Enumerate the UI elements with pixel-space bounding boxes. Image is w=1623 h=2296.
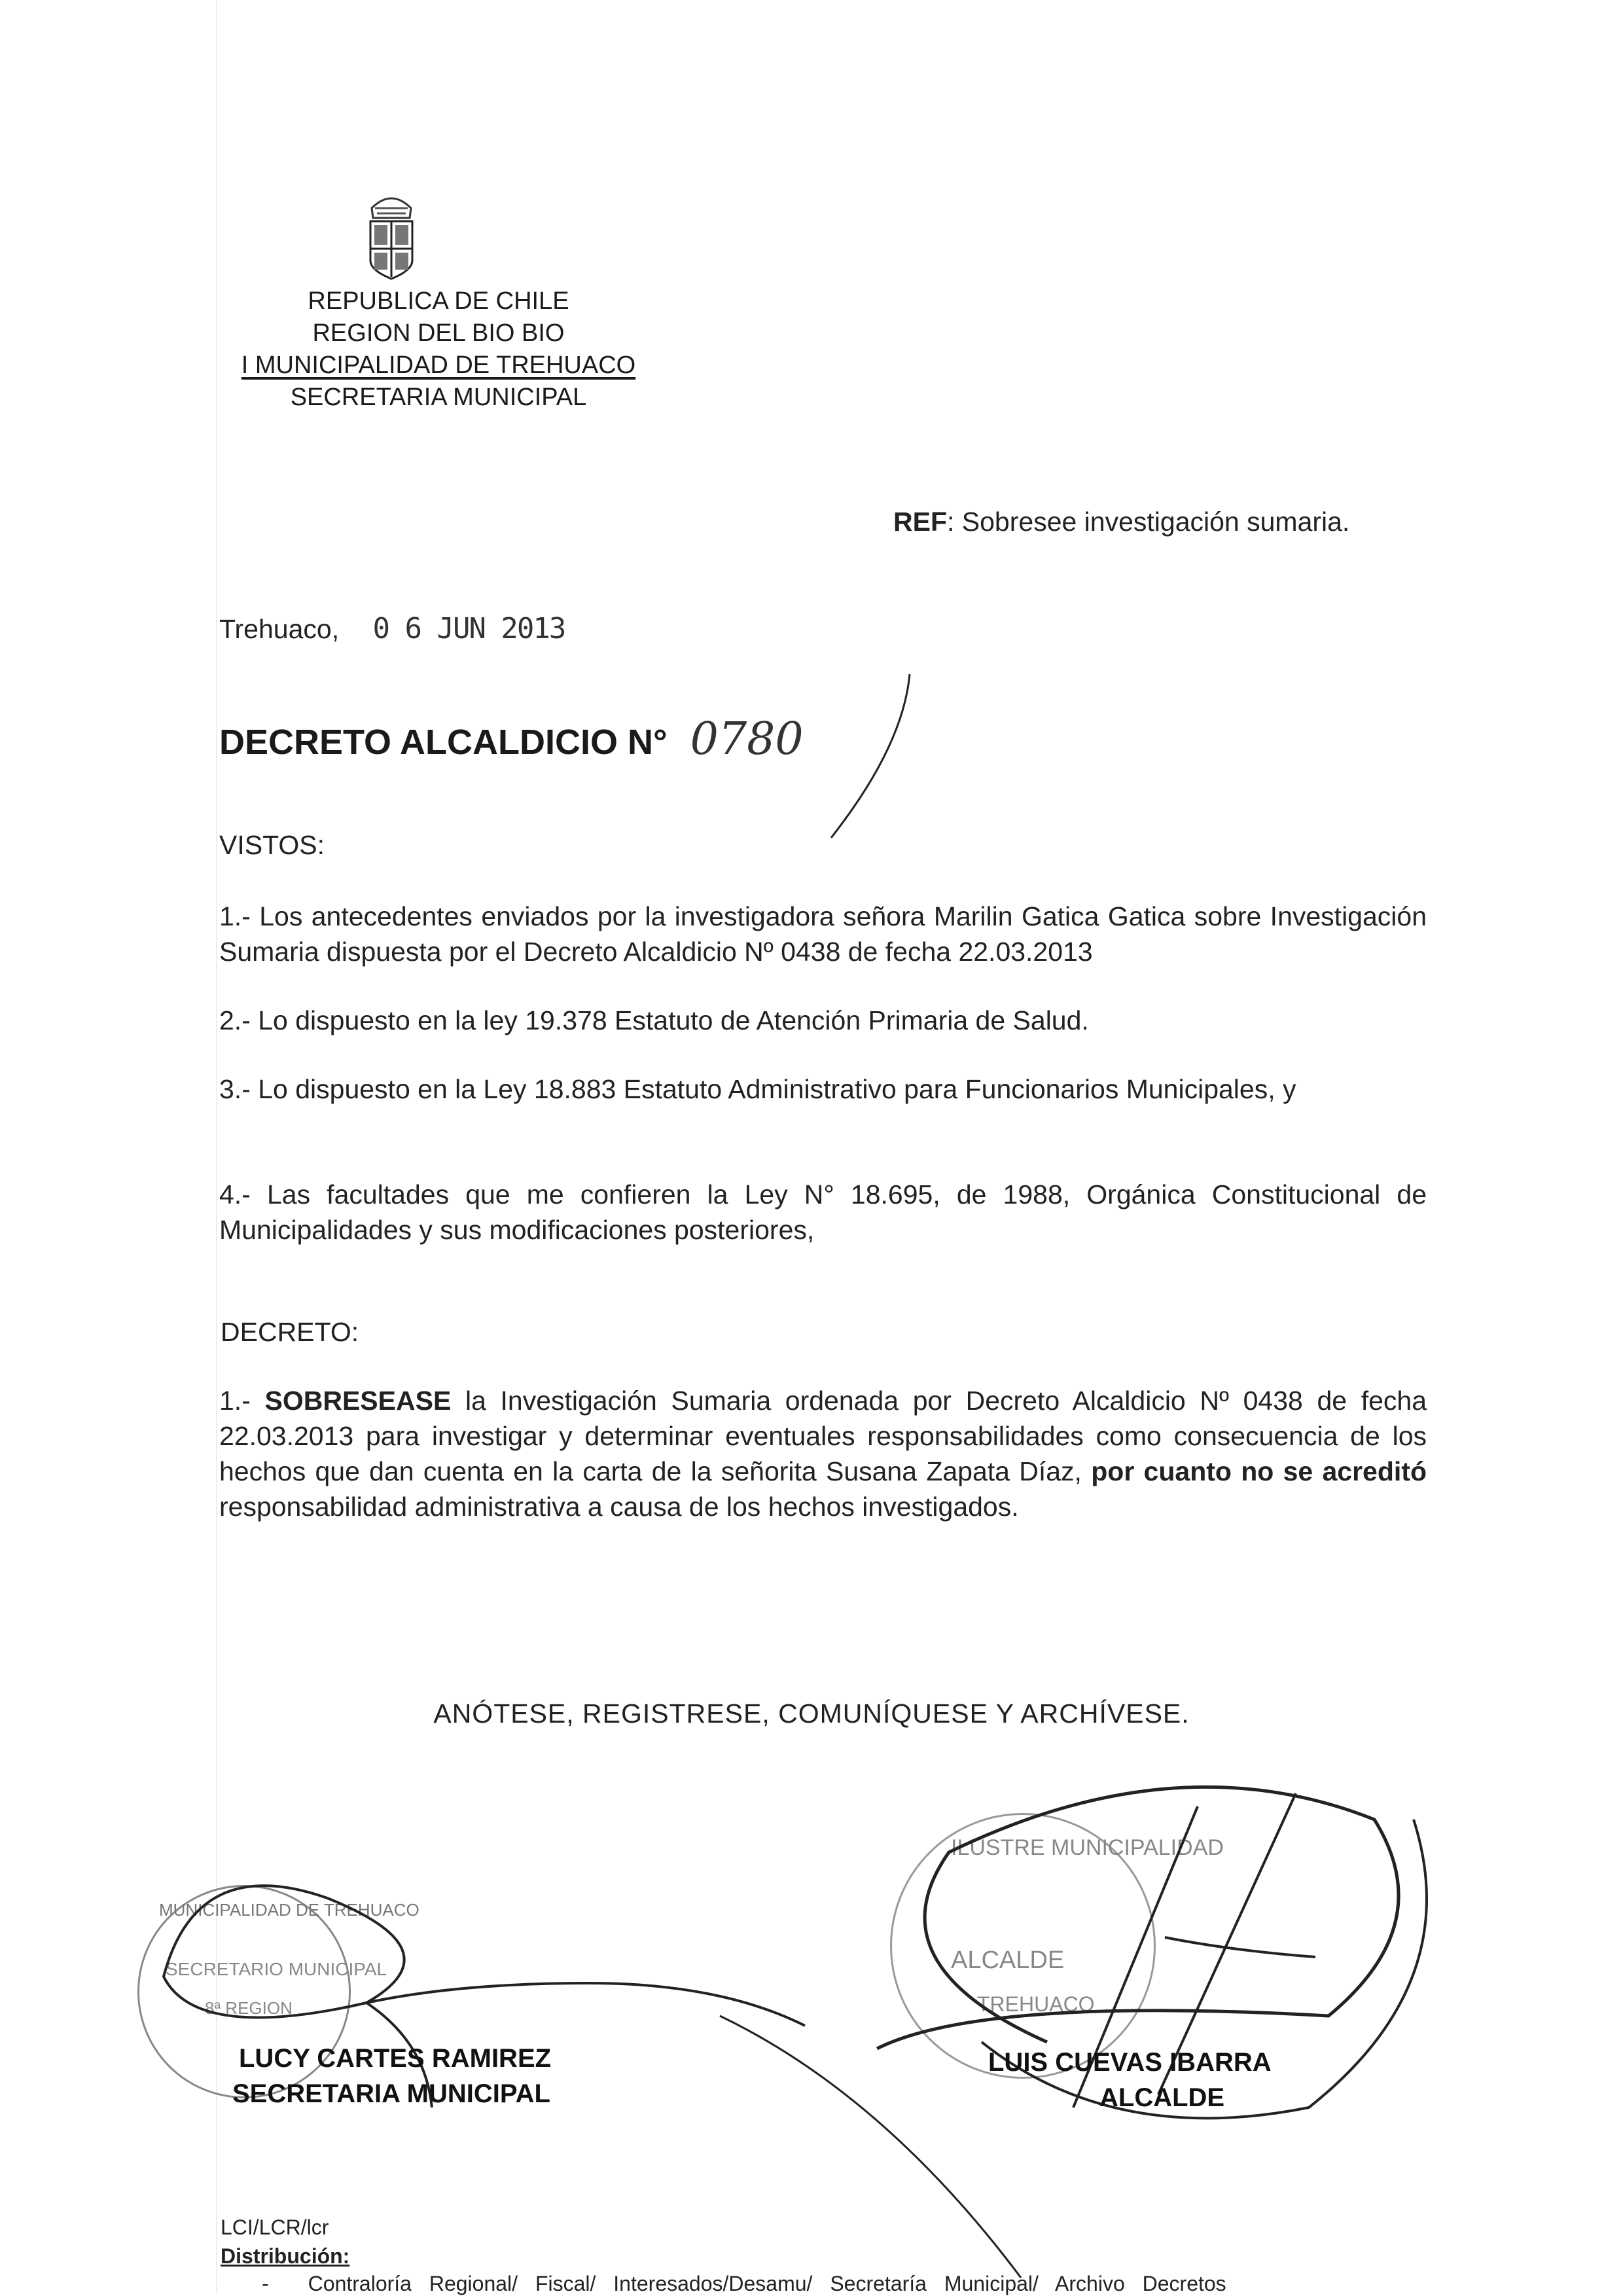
letterhead-country: REPUBLICA DE CHILE bbox=[308, 287, 569, 315]
municipal-crest-logo bbox=[359, 188, 424, 280]
stamp-bottom-text: 8ª REGION bbox=[205, 1998, 293, 2018]
item-number: 1.- bbox=[219, 1386, 265, 1416]
mayor-name: LUIS CUEVAS IBARRA bbox=[988, 2048, 1272, 2077]
item-bold-clause: por cuanto no se acreditó bbox=[1091, 1456, 1427, 1486]
letterhead-municipality: I MUNICIPALIDAD DE TREHUACO bbox=[241, 351, 636, 379]
vistos-item-2: 2.- Lo dispuesto en la ley 19.378 Estatuto de Atención Primaria de Salud. bbox=[219, 1005, 1089, 1035]
decree-title-label: DECRETO ALCALDICIO N° bbox=[219, 723, 668, 762]
stamp-text: ILUSTRE MUNICIPALIDAD bbox=[951, 1835, 1224, 1860]
stamp-center-text: SECRETARIO MUNICIPAL bbox=[166, 1959, 387, 1979]
item-text-end: responsabilidad administrativa a causa de los hechos investigados. bbox=[219, 1492, 1019, 1522]
closing-formula: ANÓTESE, REGISTRESE, COMUNÍQUESE Y ARCHÍVESE. bbox=[433, 1698, 1190, 1729]
reference-line bbox=[893, 504, 1349, 539]
decree-title bbox=[219, 713, 804, 765]
letterhead bbox=[216, 285, 661, 414]
vistos-heading: VISTOS: bbox=[219, 830, 325, 860]
stamp-center-text: ALCALDE bbox=[951, 1946, 1065, 1974]
vistos-item-1: 1.- Los antecedentes enviados por la investigadora señora Marilin Gatica Gatica sobre Investigación Sumaria dispuesta por el Decreto Alcaldicio Nº 0438 de fecha 22.03.2013 bbox=[219, 901, 1427, 967]
ref-text: : Sobresee investigación sumaria. bbox=[947, 507, 1350, 537]
secretary-name: LUCY CARTES RAMIREZ bbox=[239, 2044, 552, 2073]
initials: LCI/LCR/lcr bbox=[221, 2215, 329, 2239]
distribution-item bbox=[262, 2271, 1427, 2296]
handwritten-slash-mark bbox=[818, 668, 916, 844]
letterhead-region: REGION DEL BIO BIO bbox=[312, 319, 565, 347]
stamp-bottom-text: TREHUACO bbox=[977, 1992, 1095, 2016]
distribution-text: Contraloría Regional/ Fiscal/ Interesados/Desamu/ Secretaría Municipal/ Archivo Decretos bbox=[308, 2272, 1226, 2295]
decreto-item-1 bbox=[219, 1383, 1427, 1524]
stamp-text: MUNICIPALIDAD DE TREHUACO bbox=[159, 1900, 419, 1920]
bullet: - bbox=[262, 2272, 269, 2295]
date-stamp: 0 6 JUN 2013 bbox=[372, 612, 565, 645]
decreto-heading: DECRETO: bbox=[221, 1317, 359, 1347]
distribution-label: Distribución: bbox=[221, 2244, 350, 2268]
item-text: la Investigación Sumaria ordenada por Decreto Alcaldicio Nº 0438 de fecha 22.03.2013 para investigar y determinar eventuales responsabilidades como consecuencia de los hechos que dan cuenta en la carta de la señorita Susana Zapata Díaz, bbox=[219, 1386, 1427, 1486]
place-date bbox=[219, 611, 565, 647]
letterhead-department: SECRETARIA MUNICIPAL bbox=[290, 384, 587, 411]
item-bold-verb: SOBRESEASE bbox=[264, 1386, 452, 1416]
decree-number-handwritten: 0780 bbox=[690, 713, 804, 765]
vistos-item-3: 3.- Lo dispuesto en la Ley 18.883 Estatuto Administrativo para Funcionarios Municipales, y bbox=[219, 1074, 1296, 1104]
vistos-item-4: 4.- Las facultades que me confieren la Ley N° 18.695, de 1988, Orgánica Constitucional de Municipalidades y sus modificaciones posteriores, bbox=[219, 1179, 1427, 1245]
secretary-role: SECRETARIA MUNICIPAL bbox=[232, 2079, 550, 2108]
mayor-role: ALCALDE bbox=[1099, 2083, 1225, 2112]
place: Trehuaco, bbox=[219, 614, 340, 644]
ref-label: REF bbox=[893, 507, 947, 537]
